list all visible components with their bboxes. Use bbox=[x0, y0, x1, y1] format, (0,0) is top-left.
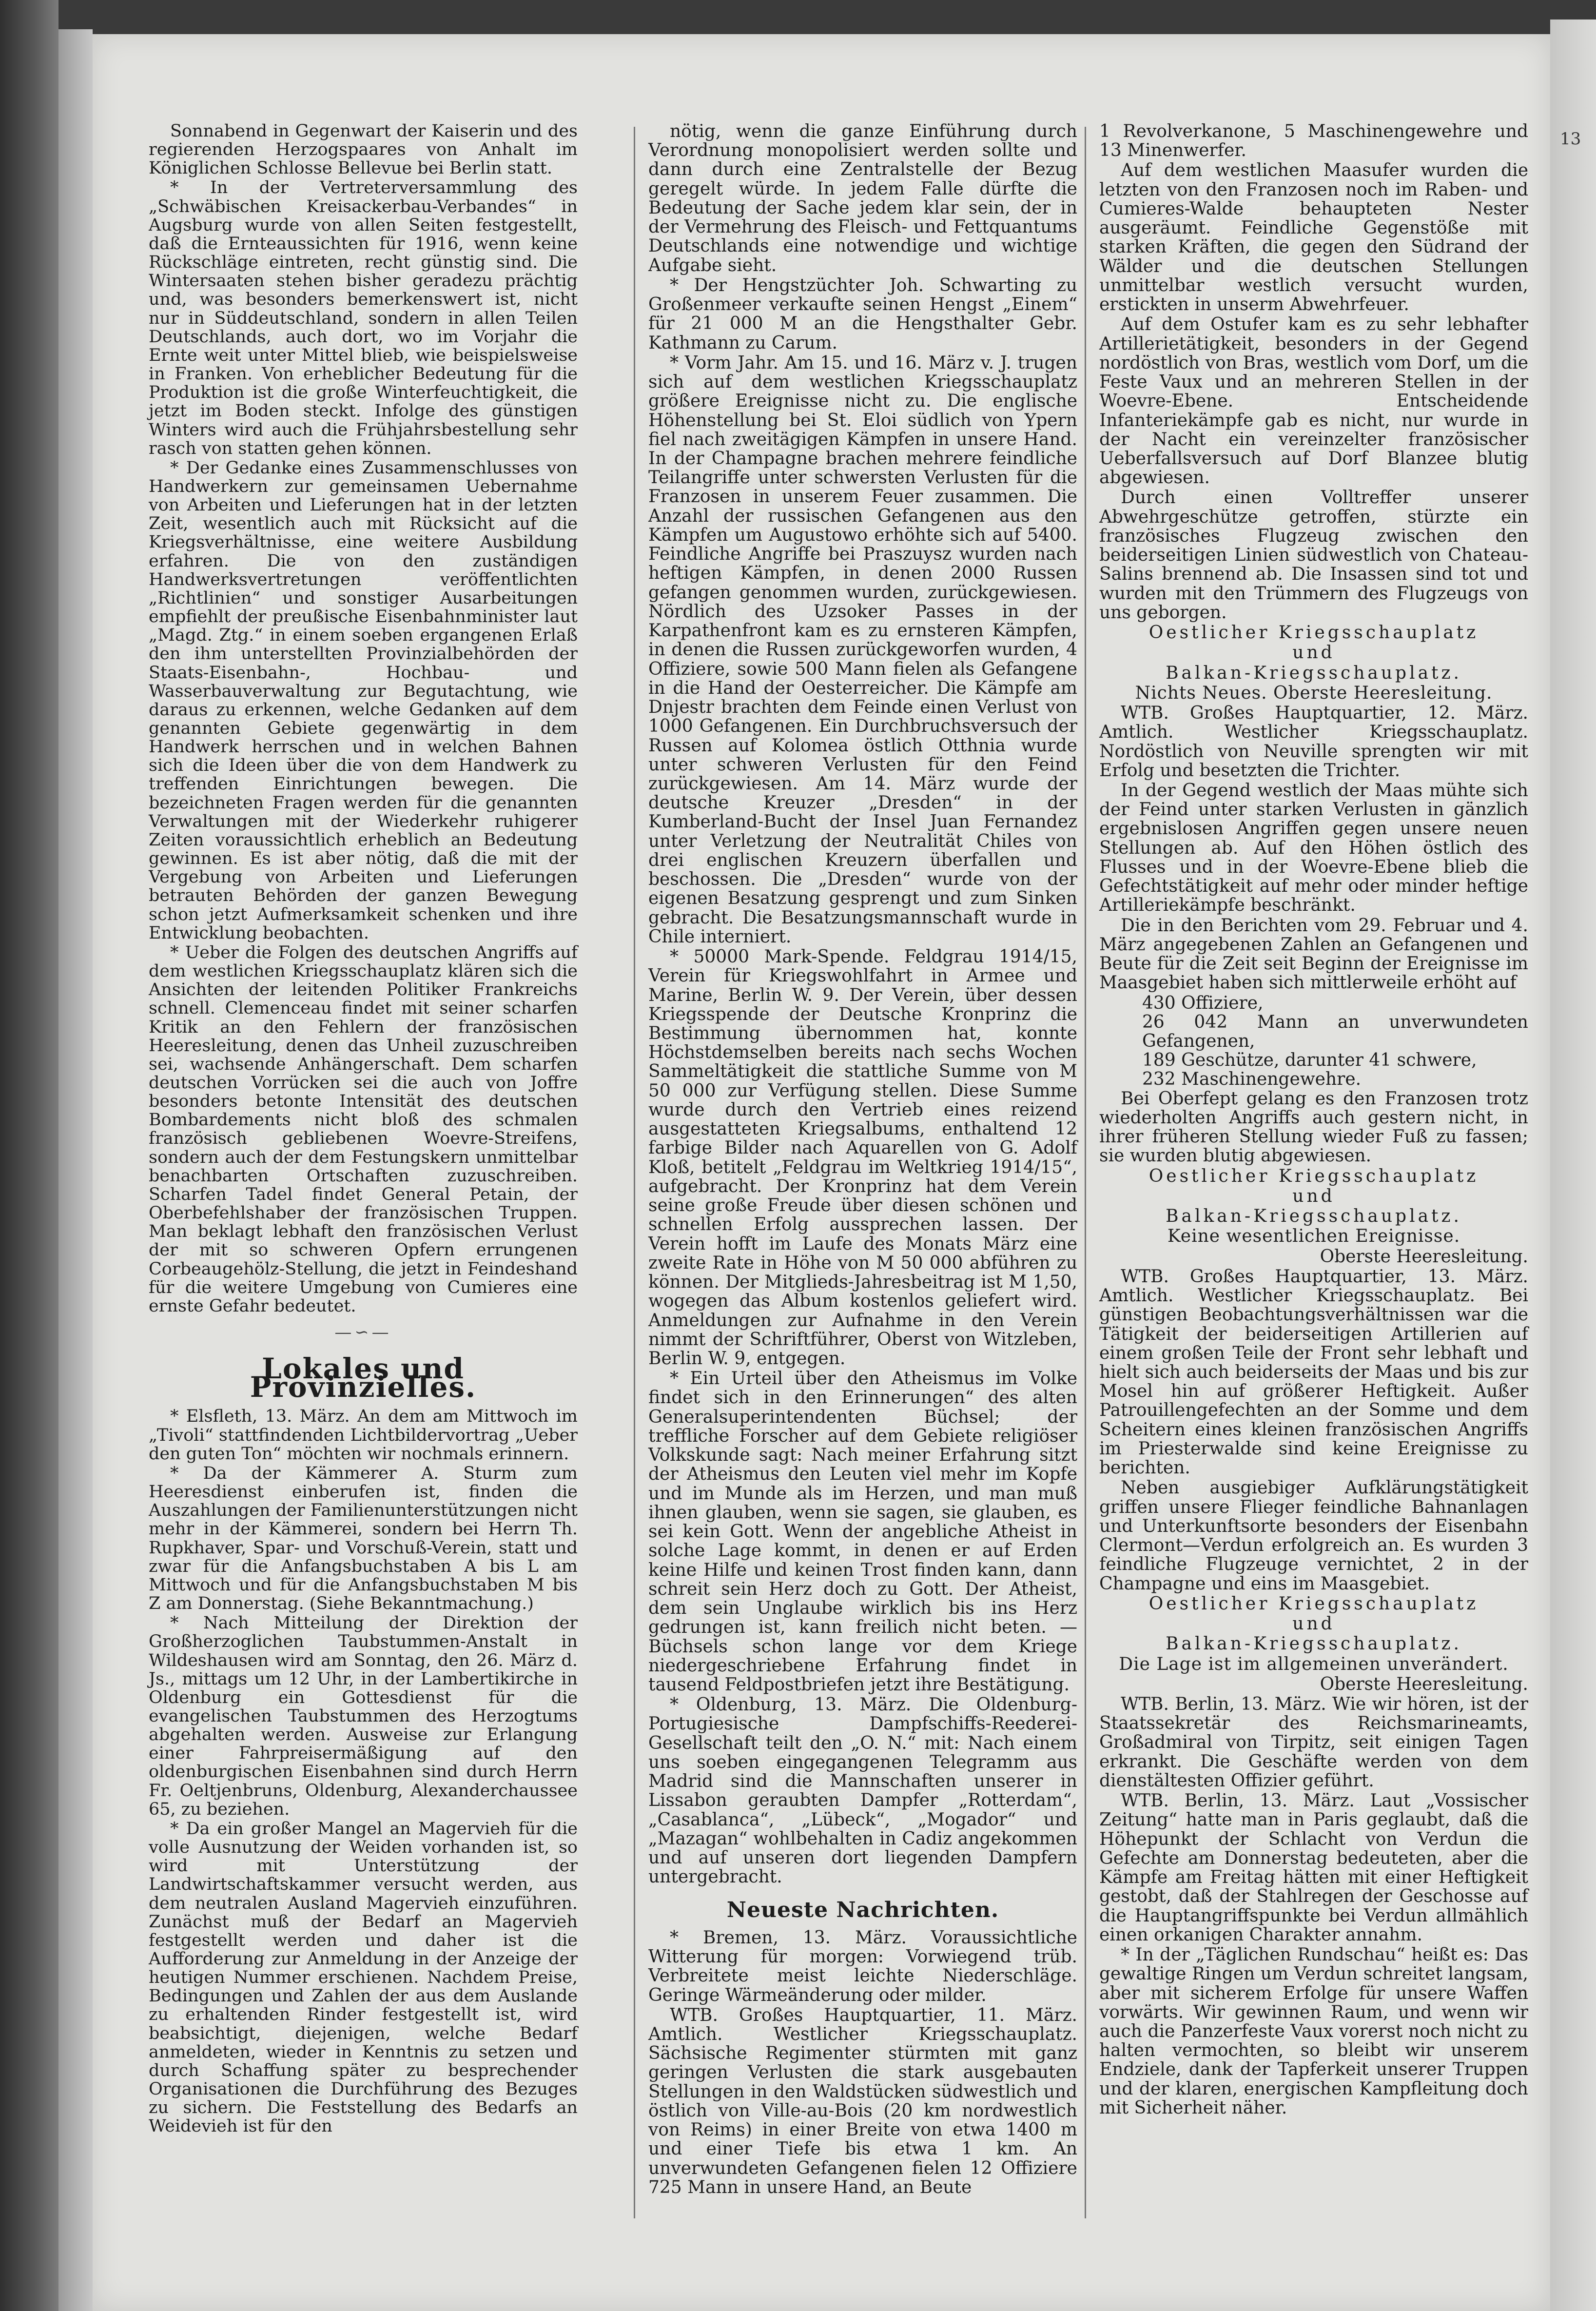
report-heading: Oestlicher Kriegsschauplatz bbox=[1148, 623, 1479, 643]
report-heading-and: und bbox=[1292, 643, 1335, 663]
news-paragraph: WTB. Großes Hauptquartier, 11. März. Amtlich. Westlicher Kriegsschauplatz. Sächsische Regimenter stürmten mit ganz geringen Verlusten die stark ausgebauten Stellungen in den Waldstücken südwestlich und östlich von Ville-au-Bois (20 km nordwestlich von Reims) in einer Breite von etwa 1400 m und einer Tiefe bis etwa 1 km. An unverwundeten Gefangenen fielen 12 Offiziere 725 Mann in unsere Hand, an Beute bbox=[648, 2005, 1077, 2197]
article-paragraph: * Ein Urteil über den Atheismus im Volke findet sich in den Erinnerungen“ des alten Generalsuperintendenten Büchsel; der treffliche Forscher auf dem Gebiete religiöser Volkskunde sagt: Nach meiner Erfahrung sitzt der Atheismus den Leuten viel mehr im Kopfe und im Munde als im Herzen, und man muß ihnen glauben, wenn sie sagen, sie glauben, es sei kein Gott. Wenn der angebliche Atheist in solche Lage kommt, in denen er auf Erden keine Hilfe und keinen Trost finden kann, dann schreit sein Herz doch zu Gott. Der Atheist, dem sein Unglaube wirklich bis ins Herz gedrungen ist, kann freilich nicht beten. — Büchsels schon lange vor dem Kriege niedergeschriebene Erfahrung findet in tausend Feldpostbriefen jetzt ihre Bestätigung. bbox=[648, 1369, 1077, 1695]
news-paragraph: Auf dem Ostufer kam es zu sehr lebhafter Artillerietätigkeit, besonders in der Gegend nordöstlich von Bras, westlich vom Dorf, um die Feste Vaux und an mehreren Stellen in der Woevre-Ebene. Entscheidende Infanteriekämpfe gab es nicht, nur wurde in der Nacht ein vereinzelter französischer Ueberfallsversuch auf Dorf Blanzee blutig abgewiesen. bbox=[1099, 314, 1528, 488]
news-paragraph: Auf dem westlichen Maasufer wurden die letzten von den Franzosen noch im Raben- und Cumieres-Walde behaupteten Nester ausgeräumt. Feindliche Gegenstöße mit starken Kräften, die gegen den Südrand der Wälder und die deutschen Stellungen unmittelbar westlich versucht wurden, erstickten in unserm Abwehrfeuer. bbox=[1099, 160, 1528, 315]
news-paragraph: Durch einen Volltreffer unserer Abwehrgeschütze getroffen, stürzte ein französisches Flugzeug zwischen den beiderseitigen Linien südwestlich von Chateau-Salins brennend ab. Die Insassen sind tot und wurden mit den Trümmern des Flugzeugs von uns geborgen. bbox=[1099, 488, 1528, 623]
report-heading-and: und bbox=[1292, 1614, 1335, 1634]
report-heading: Balkan-Kriegsschauplatz. bbox=[1166, 663, 1462, 683]
column-2 bbox=[648, 122, 1077, 2198]
local-news-paragraph: * Da der Kämmerer A. Sturm zum Heeresdienst einberufen ist, finden die Auszahlungen der Familienunterstützungen nicht mehr in der Kämmerei, sondern bei Herrn Th. Rupkhaver, Spar- und Vorschuß-Verein, statt und zwar für die Anfangsbuchstaben A bis L am Mittwoch und für die Anfangsbuchstaben M bis Z am Donnerstag. (Siehe Bekanntmachung.) bbox=[149, 1463, 578, 1614]
news-paragraph: 1 Revolverkanone, 5 Maschinengewehre und 13 Minenwerfer. bbox=[1099, 121, 1528, 161]
section-title-lokales: Lokales und Provinzielles. bbox=[250, 1352, 477, 1404]
news-paragraph: WTB. Großes Hauptquartier, 13. März. Amtlich. Westlicher Kriegsschauplatz. Bei günstigen Beobachtungsverhältnissen war die Tätigkeit der beiderseitigen Artillerien auf einem großen Teile der Front sehr lebhaft und hielt sich auch beiderseits der Maas und bis zur Mosel hin auf größerer Heftigkeit. Außer Patrouillengefechten an der Somme und dem Scheitern eines kleinen französischen Angriffs im Priesterwalde sind keine Ereignisse zu berichten. bbox=[1099, 1266, 1528, 1478]
ornament-divider: —∽— bbox=[334, 1323, 392, 1342]
page-binding-shadow bbox=[58, 29, 93, 2311]
news-paragraph: WTB. Berlin, 13. März. Laut „Vossischer Zeitung“ hatte man in Paris geglaubt, daß die Höhepunkt der Schlacht von Verdun die Gefechte am Donnerstag bedeuteten, aber die Kämpfe am Freitag hätten mit einer Heftigkeit gestobt, daß der Stahlregen der Geschosse auf die Hauptangriffspunkte bei Verdun allmählich einen orkanigen Charakter annahm. bbox=[1099, 1791, 1528, 1945]
column-rule bbox=[1085, 127, 1086, 2218]
news-paragraph: WTB. Berlin, 13. März. Wie wir hören, ist der Staatssekretär des Reichsmarineamts, Großadmiral von Tirpitz, seit einigen Tagen erkrankt. Die Geschäfte werden von dem dienstältesten Offizier geführt. bbox=[1099, 1694, 1528, 1791]
report-heading: Oestlicher Kriegsschauplatz bbox=[1148, 1166, 1479, 1186]
column-rule bbox=[634, 127, 635, 2218]
local-news-paragraph: * Da ein großer Mangel an Magervieh für die volle Ausnutzung der Weiden vorhanden ist, so wird mit Unterstützung der Landwirtschaftskammer versucht werden, aus dem neutralen Ausland Magervieh einzuführen. Zunächst muß der Bedarf an Magervieh festgestellt werden und daher ist die Aufforderung zur Anmeldung in der Anzeige der heutigen Nummer erschienen. Nachdem Preise, Bedingungen und Zahlen der aus dem Auslande zu erhaltenden Rinder festgestellt ist, wird beabsichtigt, diejenigen, welche Bedarf anmeldeten, wieder in Kenntnis zu setzen und durch Schaffung später zu besprechender Organisationen die Durchführung des Bezuges zu sichern. Die Feststellung des Bedarfs an Weidevieh ist für den bbox=[149, 1819, 578, 2136]
news-paragraph: Bei Oberfept gelang es den Franzosen trotz wiederholten Angriffs auch gestern nicht, in ihrer früheren Stellung wieder Fuß zu fassen; sie wurden blutig abgewiesen. bbox=[1099, 1088, 1528, 1166]
tally-line: 430 Offiziere, bbox=[1142, 993, 1264, 1013]
article-paragraph: * 50000 Mark-Spende. Feldgrau 1914/15, Verein für Kriegswohlfahrt in Armee und Marine, Berlin W. 9. Der Verein, über dessen Kriegsspende der Deutsche Kronprinz die Bestimmung übernommen hat, konnte Höchstdemselben bereits nach sechs Wochen Sammeltätigkeit die stattliche Summe von M 50 000 zur Verfügung stellen. Diese Summe wurde durch den Vertrieb eines reizend ausgestatteten Kriegsalbums, enthaltend 12 farbige Bilder nach Aquarellen von G. Adolf Kloß, betitelt „Feldgrau im Weltkrieg 1914/15“, aufgebracht. Der Kronprinz hat dem Verein seine große Freude über diesen schönen und schnellen Erfolg aussprechen lassen. Der Verein hofft im Laufe des Monats März eine zweite Rate in Höhe von M 50 000 abführen zu können. Der Mitglieds-Jahresbeitrag ist M 1,50, wogegen das Album kostenlos geliefert wird. Anmeldungen zur Aufnahme in den Verein nimmt der Schriftführer, Oberst von Witzleben, Berlin W. 9, entgegen. bbox=[648, 947, 1077, 1369]
report-note: Nichts Neues. Oberste Heeresleitung. bbox=[1135, 683, 1493, 703]
tally-line: 189 Geschütze, darunter 41 schwere, bbox=[1142, 1050, 1477, 1071]
article-paragraph: * Vorm Jahr. Am 15. und 16. März v. J. trugen sich auf dem westlichen Kriegsschauplatz größere Ereignisse nicht zu. Die englische Höhenstellung bei St. Eloi südlich von Ypern fiel nach zweitägigen Kämpfen in unsere Hand. In der Champagne brachen mehrere feindliche Teilangriffe unter schwersten Verlusten für die Franzosen in unserem Feuer zusammen. Die Anzahl der russischen Gefangenen aus den Kämpfen um Augustowo erhöhte sich auf 5400. Feindliche Angriffe bei Praszuysz wurden nach heftigen Kämpfen, in denen 2000 Russen gefangen genommen wurden, zurückgewiesen. Nördlich des Uzsoker Passes in der Karpathenfront kam es zu ernsteren Kämpfen, in denen die Russen zurückgeworfen wurden, 4 Offiziere, sowie 500 Mann fielen als Gefangene in die Hand der Oesterreicher. Die Kämpfe am Dnjestr brachten dem Feinde einen Verlust von 1000 Gefangenen. Ein Durchbruchsversuch der Russen auf Kolomea östlich Otthnia wurde unter schweren Verlusten für den Feind zurückgewiesen. Am 14. März wurde der deutsche Kreuzer „Dresden“ in der Kumberland-Bucht der Insel Juan Fernandez unter Verletzung der Neutralität Chiles von drei englischen Kreuzern überfallen und beschossen. Die „Dresden“ wurde von der eigenen Besatzung gesprengt und zum Sinken gebracht. Die Besatzungsmannschaft wurde in Chile interniert. bbox=[648, 353, 1077, 947]
next-page-edge bbox=[1550, 20, 1596, 2311]
local-news-paragraph: * Elsfleth, 13. März. An dem am Mittwoch im „Tivoli“ stattfindenden Lichtbildervortrag „Ueber den guten Ton“ möchten wir nochmals erinnern. bbox=[149, 1407, 578, 1464]
report-heading-and: und bbox=[1292, 1186, 1335, 1206]
article-paragraph: * Der Hengstzüchter Joh. Schwarting zu Großenmeer verkaufte seinen Hengst „Einem“ für 21 000 M an die Hengsthalter Gebr. Kathmann zu Carum. bbox=[648, 275, 1077, 353]
report-heading: Oestlicher Kriegsschauplatz bbox=[1148, 1593, 1479, 1614]
news-paragraph: Die in den Berichten vom 29. Februar und 4. März angegebenen Zahlen an Gefangenen und Beute für die Zeit seit Beginn der Ereignisse im Maasgebiet haben sich mittlerweile erhöht auf bbox=[1099, 915, 1528, 993]
column-1 bbox=[149, 122, 578, 2137]
tally-line: 232 Maschinengewehre. bbox=[1142, 1069, 1362, 1090]
article-paragraph: * Ueber die Folgen des deutschen Angriffs auf dem westlichen Kriegsschauplatz klären sich die Ansichten der leitenden Politiker Frankreichs schnell. Clemenceau findet mit seiner scharfen Kritik an den Fehlern der französischen Heeresleitung, denen das Unheil zuzuschreiben sei, wachsende Anhängerschaft. Dem scharfen deutschen Vorrücken sei die auch von Joffre besonders betonte Intensität des deutschen Bombardements nicht bloß des schmalen französisch gebliebenen Woevre-Streifens, sondern auch der dem Festungskern unmittelbar benachbarten Ortschaften zuzuschreiben. Scharfen Tadel findet General Petain, der Oberbefehlshaber der französischen Truppen. Man beklagt lebhaft den französischen Verlust der mit so schweren Opfern errungenen Corbeaugehölz-Stellung, die jetzt in Feindeshand für die weitere Umgebung von Cumieres eine ernste Gefahr bedeutet. bbox=[149, 942, 578, 1316]
news-paragraph: In der Gegend westlich der Maas mühte sich der Feind unter starken Verlusten in gänzlich ergebnislosen Angriffen gegen unsere neuen Stellungen ab. Auf den Höhen östlich des Flusses und in der Woevre-Ebene blieb die Gefechtstätigkeit auf mehr oder minder heftige Artilleriekämpfe beschränkt. bbox=[1099, 780, 1528, 916]
news-paragraph: * In der „Täglichen Rundschau“ heißt es: Das gewaltige Ringen um Verdun schreitet langsam, aber mit sicherem Erfolge für unsere Waffen vorwärts. Wir gewinnen Raum, und wenn wir auch die Panzerfeste Vaux vorerst noch nicht zu halten vermochten, so bleibt wir unserem Endziele, dank der Tapferkeit unserer Truppen und der klaren, energischen Kampfleitung doch mit Sicherheit näher. bbox=[1099, 1945, 1528, 2118]
article-paragraph: Sonnabend in Gegenwart der Kaiserin und des regierenden Herzogspaares von Anhalt im Königlichen Schlosse Bellevue bei Berlin statt. bbox=[149, 121, 578, 178]
local-news-paragraph: * Nach Mitteilung der Direktion der Großherzoglichen Taubstummen-Anstalt in Wildeshausen wird am Sonntag, den 26. März d. Js., mittags um 12 Uhr, in der Lambertikirche in Oldenburg ein Gottesdienst für die evangelischen Taubstummen des Herzogtums abgehalten werden. Ausweise zur Erlangung einer Fahrpreisermäßigung auf den oldenburgischen Eisenbahnen sind durch Herrn Fr. Oeltjenbruns, Oldenburg, Alexanderchaussee 65, zu beziehen. bbox=[149, 1613, 578, 1819]
report-signature: Oberste Heeresleitung. bbox=[1320, 1246, 1528, 1267]
news-paragraph: Neben ausgiebiger Aufklärungstätigkeit griffen unsere Flieger feindliche Bahnanlagen und Unterkunftsorte besonders der Eisenbahn Clermont—Verdun erfolgreich an. Es wurden 3 feindliche Flugzeuge vernichtet, 2 in der Champagne und eins im Maasgebiet. bbox=[1099, 1478, 1528, 1594]
news-paragraph: * Bremen, 13. März. Voraussichtliche Witterung für morgen: Vorwiegend trüb. Verbreitete meist leichte Niederschläge. Geringe Wärmeänderung oder milder. bbox=[648, 1927, 1077, 2005]
page-number: 13 bbox=[1560, 129, 1581, 149]
column-3 bbox=[1099, 122, 1528, 2118]
scan-background-left bbox=[0, 0, 58, 2311]
report-heading: Balkan-Kriegsschauplatz. bbox=[1166, 1206, 1462, 1227]
report-signature: Oberste Heeresleitung. bbox=[1320, 1674, 1528, 1694]
report-note: Keine wesentlichen Ereignisse. bbox=[1167, 1226, 1460, 1247]
section-title-neueste: Neueste Nachrichten. bbox=[726, 1897, 999, 1922]
tally-line: 26 042 Mann an unverwundeten Gefangenen, bbox=[1142, 1012, 1528, 1052]
article-paragraph: * Der Gedanke eines Zusammenschlusses von Handwerkern zur gemeinsamen Uebernahme von Arbeiten und Lieferungen hat in der letzten Zeit, wesentlich auch mit Rücksicht auf die Kriegsverhältnisse, eine weitere Ausbildung erfahren. Die von den zuständigen Handwerksvertretungen veröffentlichten „Richtlinien“ und sonstiger Ausarbeitungen empfiehlt der preußische Eisenbahnminister laut „Magd. Ztg.“ in einem soeben ergangenen Erlaß den ihm unterstellten Provinzialbehörden der Staats-Eisenbahn-, Hochbau- und Wasserbauverwaltung zur Begutachtung, wie daraus zu erkennen, welche Gedanken auf dem genannten Gebiete gegenwärtig in dem Handwerk herrschen und in welchen Bahnen sich die Ideen über die von dem Handwerk zu treffenden Einrichtungen bewegen. Die bezeichneten Fragen werden für die genannten Verwaltungen mit der Wiederkehr ruhigerer Zeiten voraussichtlich erheblich an Bedeutung gewinnen. Es ist aber nötig, daß die mit der Vergebung von Arbeiten und Lieferungen betrauten Behörden der ganzen Bewegung schon jetzt Aufmerksamkeit schenken und ihre Entwicklung beobachten. bbox=[149, 458, 578, 943]
news-paragraph: WTB. Großes Hauptquartier, 12. März. Amtlich. Westlicher Kriegsschauplatz. Nordöstlich von Neuville sprengten wir mit Erfolg und besetzten die Trichter. bbox=[1099, 703, 1528, 781]
report-heading: Balkan-Kriegsschauplatz. bbox=[1166, 1634, 1462, 1654]
article-paragraph: * In der Vertreterversammlung des „Schwäbischen Kreisackerbau-Verbandes“ in Augsburg wurde von allen Seiten festgestellt, daß die Ernteaussichten für 1916, wenn keine Rückschläge eintreten, recht günstig sind. Die Wintersaaten stehen bisher geradezu prächtig und, was besonders bemerkenswert ist, nicht nur in Süddeutschland, sondern in allen Teilen Deutschlands, auch dort, wo im Vorjahr die Ernte weit unter Mittel blieb, wie beispielsweise in Franken. Von erheblicher Bedeutung für die Produktion ist die große Winterfeuchtigkeit, die jetzt im Boden steckt. Infolge des günstigen Winters wird auch die Frühjahrsbestellung sehr rasch von statten gehen können. bbox=[149, 178, 578, 458]
article-paragraph: nötig, wenn die ganze Einführung durch Verordnung monopolisiert werden sollte und dann durch eine Zentralstelle der Bezug geregelt würde. In jedem Falle dürfte die Bedeutung der Sache jedem klar sein, der in der Vermehrung des Fleisch- und Fettquantums Deutschlands eine notwendige und wichtige Aufgabe sieht. bbox=[648, 121, 1077, 275]
report-note: Die Lage ist im allgemeinen unverändert. bbox=[1119, 1654, 1509, 1674]
article-paragraph: * Oldenburg, 13. März. Die Oldenburg-Portugiesische Dampfschiffs-Reederei-Gesellschaft teilt den „O. N.“ mit: Nach einem uns soeben eingegangenen Telegramm aus Madrid sind die Mannschaften unserer in Lissabon geraubten Dampfer „Rotterdam“, „Casablanca“, „Lübeck“, „Mogador“ und „Mazagan“ wohlbehalten in Cadiz angekommen und auf unseren dort liegenden Dampfern untergebracht. bbox=[648, 1695, 1077, 1887]
